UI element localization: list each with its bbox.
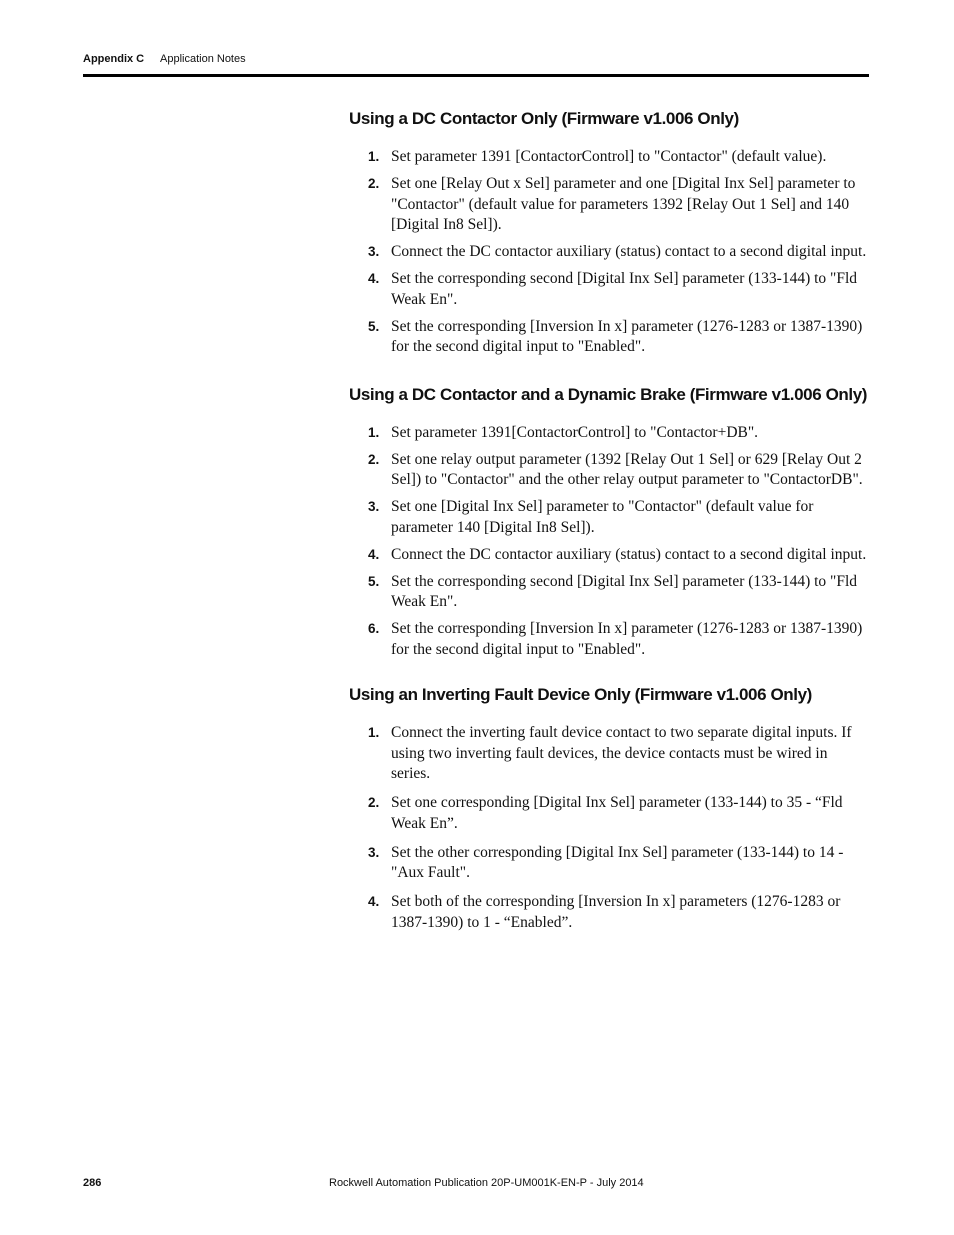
step-text: Set one corresponding [Digital Inx Sel] parameter (133-144) to 35 - “Fld Weak En”. [391, 794, 843, 832]
section-heading-dc-contactor: Using a DC Contactor Only (Firmware v1.006 Only) [349, 109, 739, 128]
list-item [349, 545, 869, 566]
page-number: 286 [83, 1177, 102, 1189]
main-content [349, 106, 869, 942]
step-number: 2. [368, 176, 380, 191]
list-item [349, 619, 869, 660]
section-heading-dc-contactor-dynamic-brake: Using a DC Contactor and a Dynamic Brake (Firmware v1.006 Only) [349, 384, 868, 404]
list-item [349, 793, 869, 834]
list-item [349, 174, 869, 236]
step-number: 5. [368, 318, 380, 334]
step-number: 5. [368, 573, 380, 589]
list-item [349, 723, 869, 785]
publication-footer: Rockwell Automation Publication 20P-UM001K-EN-P - July 2014 [329, 1177, 644, 1189]
header-rule [83, 74, 869, 77]
step-number: 1. [368, 725, 380, 740]
section-heading-inverting-fault-device: Using an Inverting Fault Device Only (Firmware v1.006 Only) [349, 685, 812, 704]
list-item [349, 450, 869, 491]
step-number: 1. [368, 149, 380, 164]
step-number: 3. [368, 499, 380, 514]
list-item [349, 497, 869, 538]
step-text: Set one [Digital Inx Sel] parameter to "Contactor" (default value for parameter 140 [Digital In8 Sel]). [391, 498, 814, 536]
list-item [349, 843, 869, 884]
step-text: Set the corresponding [Inversion In x] parameter (1276-1283 or 1387-1390) for the second digital input to "Enabled". [391, 317, 863, 355]
step-text: Set both of the corresponding [Inversion In x] parameters (1276-1283 or 1387-1390) to 1 - “Enabled”. [391, 893, 841, 931]
list-item [349, 269, 869, 310]
steps-list-dc-contactor-dynamic-brake [349, 423, 869, 661]
step-number: 3. [368, 244, 380, 259]
step-number: 4. [368, 271, 380, 286]
step-number: 2. [368, 795, 380, 810]
running-header [83, 53, 246, 65]
step-number: 6. [368, 621, 380, 636]
step-text: Connect the DC contactor auxiliary (status) contact to a second digital input. [391, 243, 867, 260]
step-number: 4. [368, 894, 380, 909]
list-item [349, 572, 869, 613]
step-text: Connect the DC contactor auxiliary (status) contact to a second digital input. [391, 545, 867, 563]
step-text: Set the corresponding second [Digital Inx Sel] parameter (133-144) to "Fld Weak En". [391, 572, 858, 610]
list-item [349, 147, 869, 168]
step-text: Set the other corresponding [Digital Inx Sel] parameter (133-144) to 14 - "Aux Fault". [391, 843, 844, 881]
step-text: Set the corresponding [Inversion In x] parameter (1276-1283 or 1387-1390) for the second digital input to "Enabled". [391, 620, 863, 658]
appendix-label: Appendix C [83, 53, 145, 65]
step-number: 4. [368, 546, 380, 562]
step-text: Set parameter 1391 [ContactorControl] to "Contactor" (default value). [391, 148, 827, 165]
list-item [349, 242, 869, 263]
step-text: Set one relay output parameter (1392 [Relay Out 1 Sel] or 629 [Relay Out 2 Sel]) to "Contactor" and the other relay output parameter to "ContactorDB". [391, 450, 863, 488]
step-number: 3. [368, 844, 380, 860]
step-text: Set the corresponding second [Digital Inx Sel] parameter (133-144) to "Fld Weak En". [391, 270, 858, 308]
steps-list-dc-contactor [349, 147, 869, 358]
list-item [349, 423, 869, 444]
section-label: Application Notes [160, 53, 246, 65]
step-number: 2. [368, 451, 380, 467]
step-text: Connect the inverting fault device contact to two separate digital inputs. If using two inverting fault devices, the device contacts must be wired in series. [391, 724, 852, 782]
step-text: Set one [Relay Out x Sel] parameter and one [Digital Inx Sel] parameter to "Contactor" (default value for parameters 1392 [Relay Out 1 Sel] and 140 [Digital In8 Sel]). [391, 175, 856, 233]
step-number: 1. [368, 424, 380, 440]
list-item [349, 892, 869, 933]
list-item [349, 317, 869, 358]
steps-list-inverting-fault-device [349, 723, 869, 933]
step-text: Set parameter 1391[ContactorControl] to "Contactor+DB". [391, 423, 759, 441]
